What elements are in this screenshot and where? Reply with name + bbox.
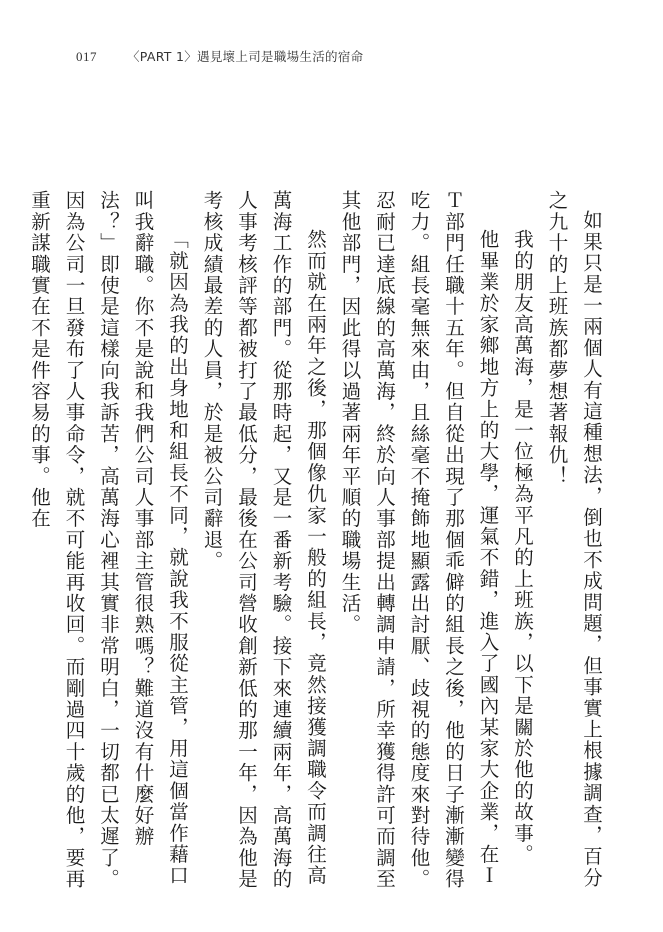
paragraph: 他畢業於家鄉地方上的大學，運氣不錯，進入了國內某家大企業，在ＩＴ部門任職十五年。但自從出現了那個乖僻的組長之後，他的日子漸漸變得吃力。組長毫無來由，且絲毫不掩飾地顯露出討厭、歧視的態度來對待他。忍耐已達底線的高萬海，終於向人事部提出轉調申請，所幸獲得許可而調至其他部門，因此得以過著兩年平順的職場生活。 [338, 190, 500, 890]
page-header [76, 47, 363, 65]
body-text [28, 190, 608, 890]
paragraph: 如果只是一兩個人有這種想法，倒也不成問題，但事實上根據調查，百分之九十的上班族都夢想著報仇！ [545, 190, 603, 888]
page-number: 017 [76, 49, 97, 64]
paragraph: 我的朋友高萬海，是一位極為平凡的上班族，以下是關於他的故事。 [511, 229, 534, 865]
paragraph: 然而就在兩年之後，那個像仇家一般的組長，竟然接獲調職令而調往高萬海工作的部門。從那時起，又是一番新考驗。接下來連續兩年，高萬海的人事考核評等都被打了最低分，最後在公司營收創新低的那一年，因為他是考核成績最差的人員，於是被公司辭退。 [200, 190, 327, 890]
running-head: 〈PART 1〉遇見壞上司是職場生活的宿命 [127, 49, 364, 64]
paragraph: 「就因為我的出身地和組長不同，就說我不服從主管，用這個當作藉口叫我辭職。你不是說和我們公司人事部主管很熟嗎？難道沒有什麼好辦法？」即使是這樣向我訴苦，高萬海心裡其實非常明白，一切都已太遲了。因為公司一旦發布了人事命令，就不可能再收回。而剛過四十歲的他，要再重新謀職實在不是件容易的事。他在 [28, 190, 189, 890]
